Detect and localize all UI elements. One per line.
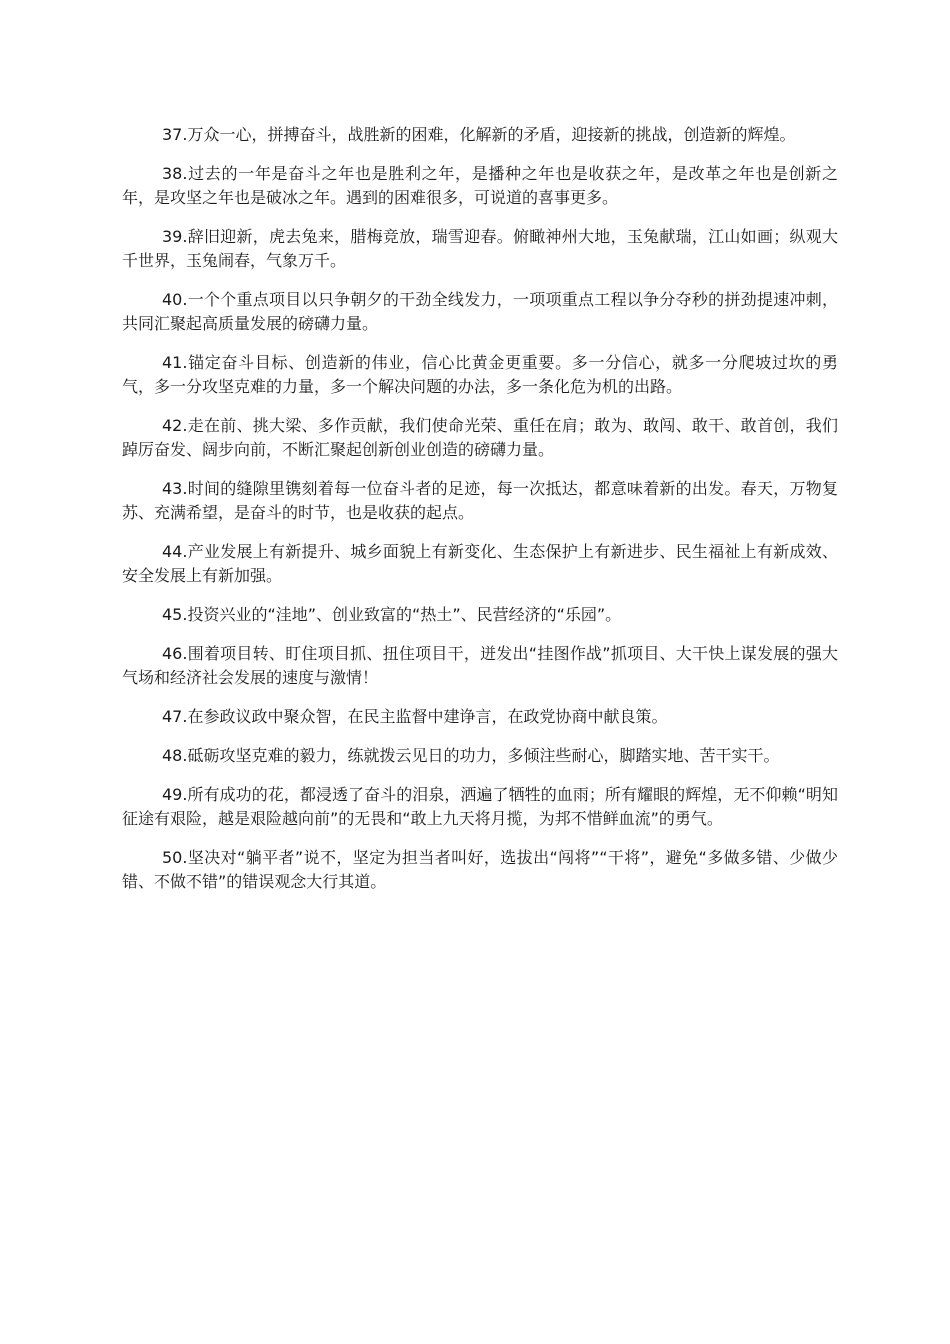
document-body: [122, 123, 838, 909]
paragraph-47: 47.在参政议政中聚众智，在民主监督中建诤言，在政党协商中献良策。: [162, 707, 668, 726]
paragraph-40: 40.一个个重点项目以只争朝夕的干劲全线发力，一项项重点工程以争分夺秒的拼劲提速冲刺，共同汇聚起高质量发展的磅礴力量。: [122, 290, 838, 333]
paragraph-37: 37.万众一心，拼搏奋斗，战胜新的困难，化解新的矛盾，迎接新的挑战，创造新的辉煌。: [162, 125, 796, 144]
paragraph-46: 46.围着项目转、盯住项目抓、扭住项目干，迸发出“挂图作战”抓项目、大干快上谋发展的强大气场和经济社会发展的速度与激情！: [122, 644, 838, 687]
paragraph-41: 41.锚定奋斗目标、创造新的伟业，信心比黄金更重要。多一分信心，就多一分爬坡过坎的勇气，多一分攻坚克难的力量，多一个解决问题的办法，多一条化危为机的出路。: [122, 353, 838, 396]
paragraph-43: 43.时间的缝隙里镌刻着每一位奋斗者的足迹，每一次抵达，都意味着新的出发。春天，万物复苏、充满希望，是奋斗的时节，也是收获的起点。: [122, 479, 838, 522]
paragraph-39: 39.辞旧迎新，虎去兔来，腊梅竞放，瑞雪迎春。俯瞰神州大地，玉兔献瑞，江山如画；纵观大千世界，玉兔闹春，气象万千。: [122, 227, 838, 270]
paragraph-45: 45.投资兴业的“洼地”、创业致富的“热土”、民营经济的“乐园”。: [162, 605, 622, 624]
paragraph-48: 48.砥砺攻坚克难的毅力，练就拨云见日的功力，多倾注些耐心，脚踏实地、苦干实干。: [162, 746, 780, 765]
paragraph-42: 42.走在前、挑大梁、多作贡献，我们使命光荣、重任在肩；敢为、敢闯、敢干、敢首创，我们踔厉奋发、阔步向前，不断汇聚起创新创业创造的磅礴力量。: [122, 416, 838, 459]
paragraph-38: 38.过去的一年是奋斗之年也是胜利之年，是播种之年也是收获之年，是改革之年也是创新之年，是攻坚之年也是破冰之年。遇到的困难很多，可说道的喜事更多。: [122, 164, 838, 207]
paragraph-49: 49.所有成功的花，都浸透了奋斗的泪泉，洒遍了牺牲的血雨；所有耀眼的辉煌，无不仰赖“明知征途有艰险，越是艰险越向前”的无畏和“敢上九天将月揽，为邦不惜鲜血流”的勇气。: [122, 785, 838, 828]
paragraph-50: 50.坚决对“躺平者”说不，坚定为担当者叫好，选拔出“闯将”“干将”，避免“多做多错、少做少错、不做不错”的错误观念大行其道。: [122, 848, 838, 891]
paragraph-44: 44.产业发展上有新提升、城乡面貌上有新变化、生态保护上有新进步、民生福祉上有新成效、安全发展上有新加强。: [122, 542, 838, 585]
